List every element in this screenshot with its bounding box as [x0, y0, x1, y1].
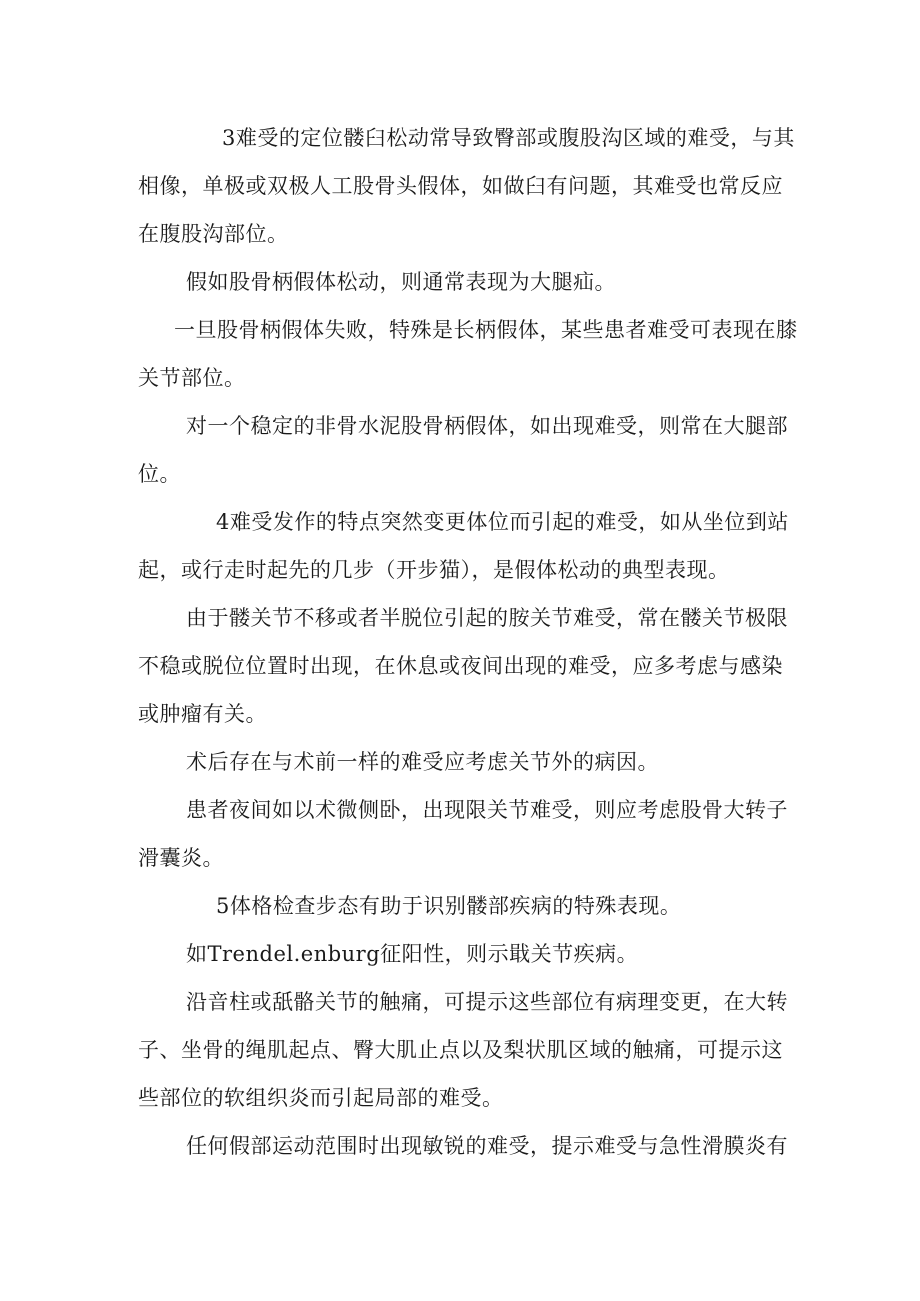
paragraph-12: 任何假部运动范围时出现敏锐的难受，提示难受与急性滑膜炎有	[186, 1134, 788, 1158]
paragraph-11: 沿音柱或舐骼关节的触痛，可提示这些部位有病理变更，在大转子、坐骨的绳肌起点、臀大肌止点以及梨状肌区域的触痛，可提示这些部位的软组织炎而引起局部的难受。	[138, 990, 788, 1110]
paragraph-1: 3难受的定位髅臼松动常导致臀部或腹股沟区域的难受，与其相像，单极或双极人工股骨头假体，如做臼有问题，其难受也常反应在腹股沟部位。	[138, 126, 795, 246]
paragraph-6: 由于髅关节不移或者半脱位引起的胺关节难受，常在髅关节极限不稳或脱位位置时出现，在休息或夜间出现的难受，应多考虑与感染或肿瘤有关。	[138, 606, 788, 726]
paragraph-10: 如Trendel.enburg征阳性，则示戢关节疾病。	[186, 942, 639, 966]
paragraph-9: 5体格检查步态有助于识别髅部疾病的特殊表现。	[216, 894, 682, 918]
paragraph-5: 4难受发作的特点突然变更体位而引起的难受，如从坐位到站起，或行走时起先的几步（开步猫），是假体松动的典型表现。	[138, 510, 789, 582]
paragraph-8: 患者夜间如以术微侧卧，出现限关节难受，则应考虑股骨大转子滑囊炎。	[138, 798, 788, 870]
paragraph-4: 对一个稳定的非骨水泥股骨柄假体，如出现难受，则常在大腿部位。	[138, 414, 788, 486]
paragraph-3: 一旦股骨柄假体失败，特殊是长柄假体，某些患者难受可表现在膝关节部位。	[138, 318, 798, 390]
paragraph-7: 术后存在与术前一样的难受应考虑关节外的病因。	[186, 750, 659, 774]
paragraph-2: 假如股骨柄假体松动，则通常表现为大腿疝。	[186, 270, 616, 294]
